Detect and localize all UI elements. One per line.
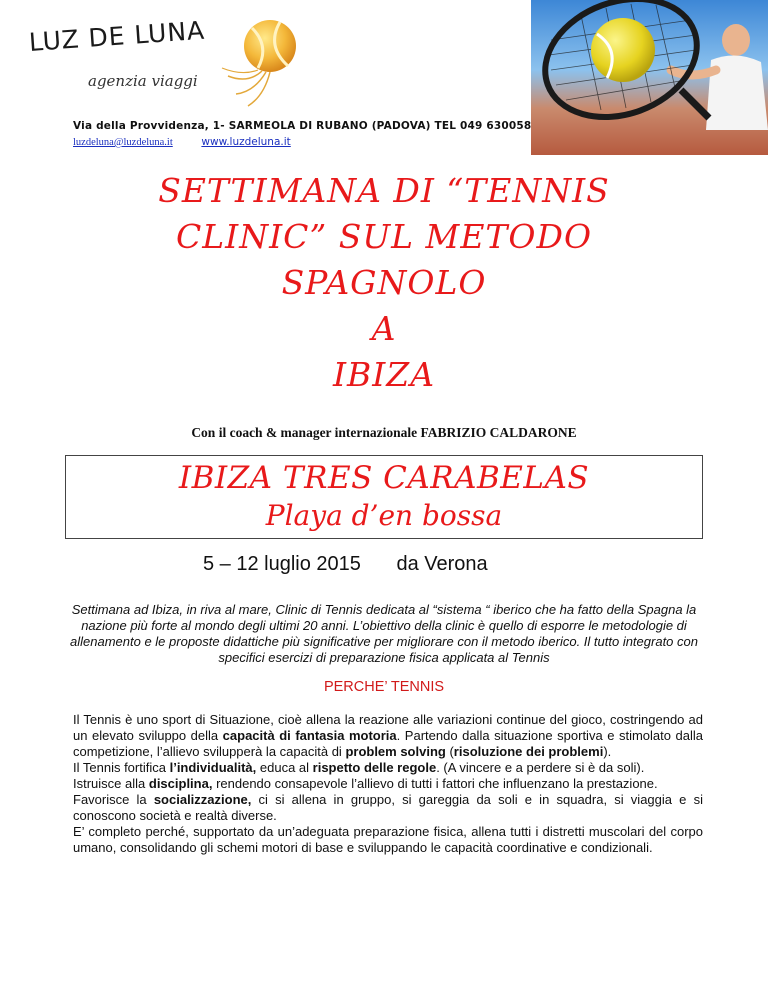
hotel-place: Playa d’en bossa: [265, 499, 503, 532]
departure-city: da Verona: [396, 553, 488, 575]
email-link[interactable]: luzdeluna@luzdeluna.it: [73, 137, 173, 148]
title-line-3: SPAGNOLO: [281, 263, 487, 302]
intro-paragraph: Settimana ad Ibiza, in riva al mare, Clinic di Tennis dedicata al “sistema “ iberico che ha fatto della Spagna la nazione più forte al mondo degli ultimi 20 anni. L’obiettivo della clinic è quello di esporre le metodologie di allenamento e le proposte didattiche più significative per migliorare con il metodo iberico. Il tutto integrato con specifici esercizi di preparazione fisica applicata al Tennis: [70, 602, 698, 665]
logo-name: LUZ DE LUNA: [28, 15, 206, 57]
title-line-1: SETTIMANA DI “TENNIS: [158, 171, 610, 210]
hotel-box: [65, 455, 703, 539]
event-dates: [203, 553, 488, 576]
paragraph-discipline: Istruisce alla disciplina, rendendo consapevole l’allievo di tutti i fattori che influenzano la prestazione.: [73, 776, 658, 791]
paragraph-socialization: Favorisce la socializzazione, ci si allena in gruppo, si gareggia da soli e in squadra, si viaggia e si conoscono società e realtà diverse.: [73, 792, 703, 823]
section-title: PERCHE’ TENNIS: [323, 679, 445, 695]
website-link[interactable]: www.luzdeluna.it: [201, 136, 291, 148]
agency-logo: [28, 14, 268, 114]
contact-links: [73, 136, 291, 148]
tennis-player-photo: [531, 0, 768, 155]
agency-address: Via della Provvidenza, 1- SARMEOLA DI RUBANO (PADOVA) TEL 049 630058: [73, 120, 532, 132]
paragraph-situation: Il Tennis è uno sport di Situazione, cioè allena la reazione alle variazioni continue del gioco, costringendo ad un elevato sviluppo della capacità di fantasia motoria. Partendo dalla situazione sportiva e stimolato dalla competizione, l’allievo svilupperà la capacità di problem solving (risoluzione dei problemi).: [73, 712, 703, 759]
paragraph-complete: E’ completo perché, supportato da un’adeguata preparazione fisica, allena tutti i distretti muscolari del corpo umano, consolidando gli schemi motori di base e sviluppando le capacità coordinative e condizionali.: [73, 824, 703, 855]
logo-subtitle: agenzia viaggi: [88, 72, 198, 90]
date-period: 5 – 12 luglio 2015: [203, 553, 361, 575]
tennis-ball-logo-icon: [218, 16, 298, 111]
event-title: [0, 168, 768, 398]
hotel-name: IBIZA TRES CARABELAS: [178, 460, 590, 496]
paragraph-individuality: Il Tennis fortifica l’individualità, educa al rispetto delle regole. (A vincere e a perdere si è da soli).: [73, 760, 645, 775]
coach-line: Con il coach & manager internazionale FABRIZIO CALDARONE: [191, 425, 577, 440]
body-text: [73, 712, 703, 856]
title-line-4: A: [371, 309, 397, 348]
title-line-2: CLINIC” SUL METODO: [176, 217, 592, 256]
title-line-5: IBIZA: [332, 355, 436, 394]
